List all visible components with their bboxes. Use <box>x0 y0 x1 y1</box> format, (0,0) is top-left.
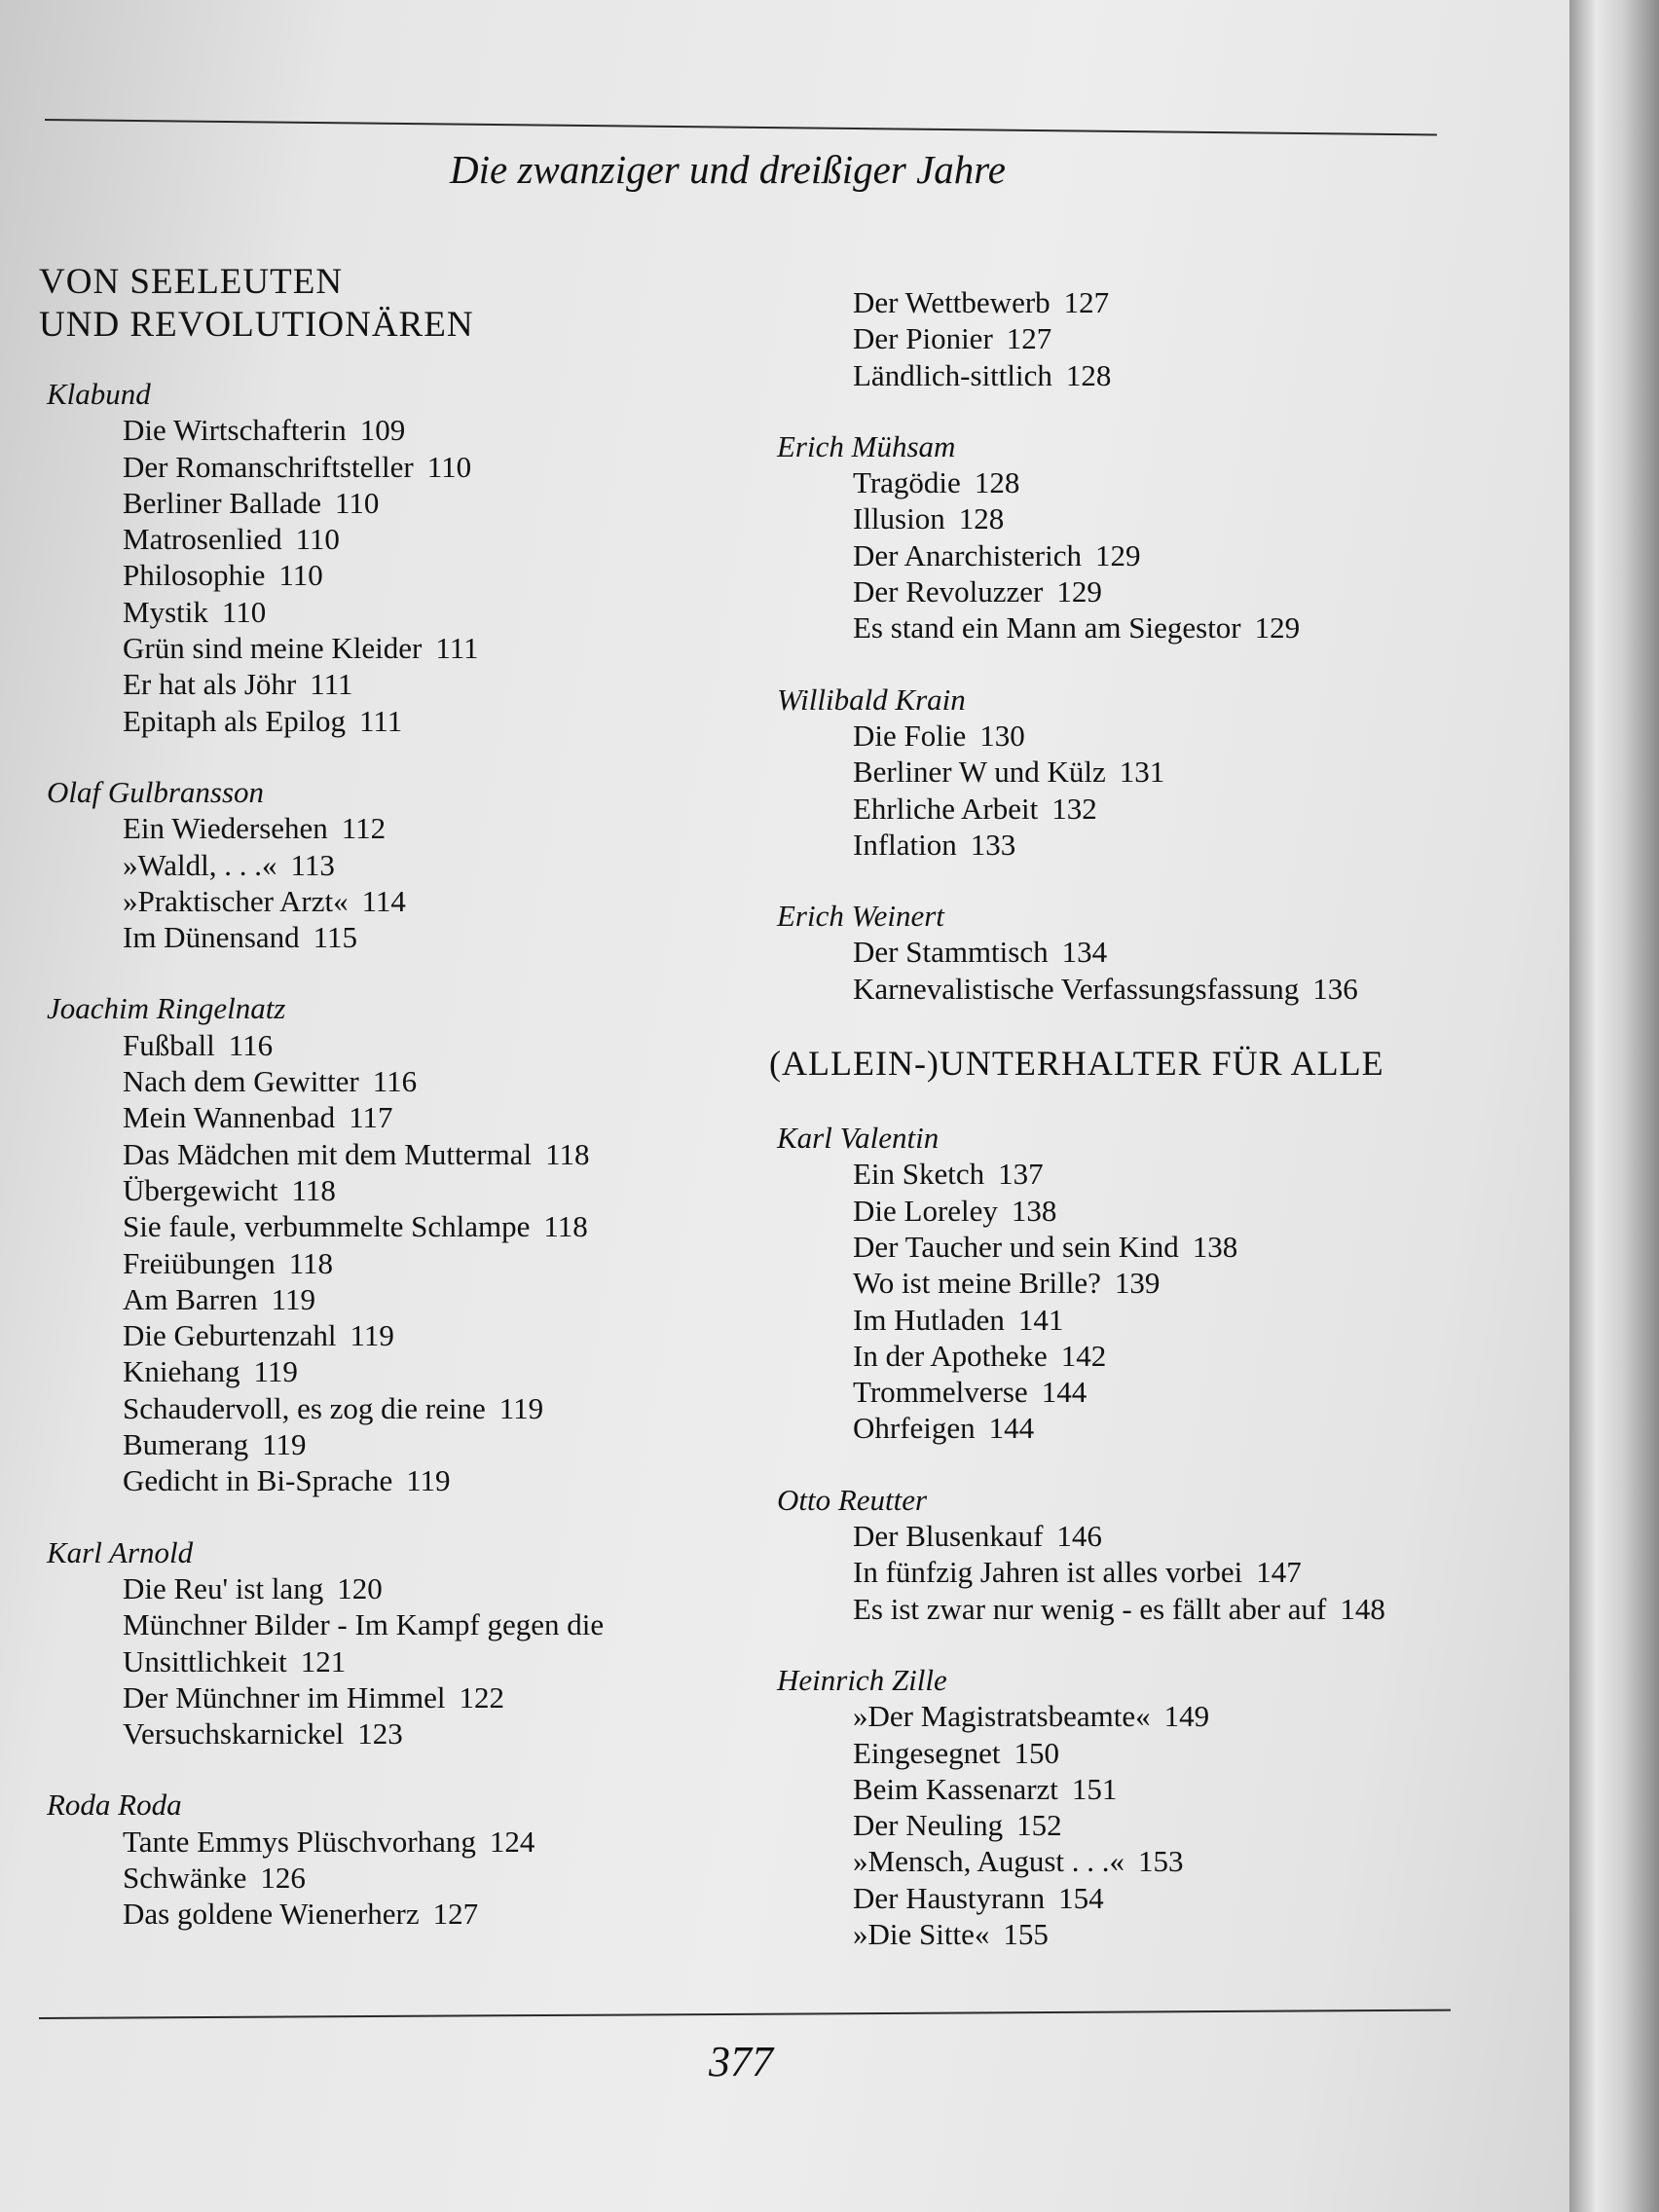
toc-entry <box>123 810 759 846</box>
toc-entry <box>853 1338 1470 1374</box>
entry-title: »Der Magistratsbeamte« <box>853 1699 1151 1734</box>
entry-title: Es stand ein Mann am Siegestor <box>853 610 1241 645</box>
entry-page-number: 154 <box>1058 1880 1104 1915</box>
toc-entry <box>853 357 1470 393</box>
author-section <box>39 774 759 955</box>
toc-entry <box>123 1353 759 1389</box>
entry-title: Mystik <box>123 594 208 629</box>
entry-title: Berliner W und Külz <box>853 755 1106 790</box>
entry-title: Kniehang <box>123 1354 240 1389</box>
author-name: Otto Reutter <box>777 1482 928 1517</box>
entry-page-number: 150 <box>1014 1735 1060 1770</box>
toc-entry <box>853 1880 1470 1916</box>
entry-page-number: 132 <box>1051 791 1097 826</box>
entry-title: Ein Wiedersehen <box>123 811 328 846</box>
toc-entry <box>853 1735 1470 1771</box>
entry-page-number: 127 <box>432 1897 479 1932</box>
book-edge <box>1569 0 1659 2212</box>
toc-entry <box>853 1916 1470 1952</box>
toc-entry <box>853 718 1470 754</box>
entry-title: Inflation <box>853 827 957 862</box>
toc-entry <box>123 883 759 919</box>
author-name: Klabund <box>47 377 151 411</box>
toc-entry <box>853 754 1470 790</box>
entry-page-number: 128 <box>974 465 1020 500</box>
entry-page-number: 117 <box>349 1100 393 1135</box>
entry-title: Übergewicht <box>123 1172 278 1207</box>
entry-page-number: 130 <box>979 718 1025 753</box>
entry-page-number: 155 <box>1003 1916 1049 1951</box>
entry-title: »Mensch, August . . .« <box>853 1844 1124 1879</box>
entry-title: Die Folie <box>853 718 967 753</box>
section-title: VON SEELEUTEN UND REVOLUTIONÄREN <box>39 262 474 345</box>
entry-page-number: 142 <box>1060 1338 1107 1373</box>
entry-page-number: 116 <box>228 1027 274 1062</box>
author-section <box>39 1534 759 1752</box>
entry-title: Der Haustyrann <box>853 1880 1046 1915</box>
entry-title: Der Neuling <box>853 1808 1004 1843</box>
toc-entry <box>123 919 759 955</box>
entry-title: Der Revoluzzer <box>853 574 1044 609</box>
toc-entry <box>853 1843 1470 1879</box>
entry-page-number: 138 <box>1192 1229 1238 1264</box>
entry-title: Das goldene Wienerherz <box>123 1897 420 1932</box>
bottom-rule <box>39 2009 1451 2019</box>
toc-entry <box>123 1172 759 1208</box>
entry-page-number: 124 <box>489 1824 535 1859</box>
toc-entry <box>123 485 759 521</box>
toc-entry <box>123 1390 759 1426</box>
toc-entry <box>123 1281 759 1317</box>
entry-title: »Praktischer Arzt« <box>123 883 349 918</box>
toc-entry <box>123 1426 759 1462</box>
entry-page-number: 122 <box>459 1679 504 1714</box>
entry-page-number: 134 <box>1061 935 1108 970</box>
toc-entry <box>123 1063 759 1099</box>
author-name: Olaf Gulbransson <box>47 774 265 809</box>
toc-entry <box>853 791 1470 827</box>
entry-title: Der Wettbewerb <box>853 285 1051 319</box>
entry-page-number: 147 <box>1256 1555 1302 1590</box>
toc-entry <box>853 1410 1470 1446</box>
entry-title: Beim Kassenarzt <box>853 1771 1058 1806</box>
entry-page-number: 119 <box>498 1390 544 1425</box>
entry-page-number: 111 <box>435 631 479 666</box>
entry-page-number: 127 <box>1063 285 1110 319</box>
entry-title: In der Apotheke <box>853 1338 1048 1373</box>
entry-page-number: 129 <box>1094 537 1141 572</box>
toc-entry <box>123 521 759 557</box>
author-section <box>39 990 759 1498</box>
toc-entry <box>853 609 1470 645</box>
entry-title: Im Dünensand <box>123 920 300 955</box>
entry-title: Nach dem Gewitter <box>123 1064 359 1099</box>
entry-title: Ein Sketch <box>853 1157 985 1192</box>
toc-entry <box>123 630 759 666</box>
entry-page-number: 119 <box>271 1281 315 1316</box>
toc-entry <box>853 284 1470 320</box>
toc-entry <box>853 537 1470 573</box>
right-column <box>769 284 1470 1987</box>
toc-entry <box>123 412 759 448</box>
entry-page-number: 114 <box>361 883 406 918</box>
entry-title: Eingesegnet <box>853 1735 1001 1770</box>
author-section <box>39 1787 759 1932</box>
entry-page-number: 137 <box>998 1157 1044 1192</box>
entry-title: Tragödie <box>853 465 961 500</box>
entry-page-number: 118 <box>291 1172 336 1207</box>
toc-entry <box>123 666 759 702</box>
entry-page-number: 149 <box>1163 1699 1210 1734</box>
entry-title: Ehrliche Arbeit <box>853 791 1039 826</box>
toc-entry <box>853 1554 1470 1590</box>
entry-title: Tante Emmys Plüschvorhang <box>123 1824 476 1859</box>
entry-page-number: 110 <box>278 558 323 593</box>
entry-title: Der Blusenkauf <box>853 1519 1044 1554</box>
entry-page-number: 128 <box>958 501 1005 536</box>
entry-page-number: 115 <box>313 920 358 955</box>
toc-entry <box>853 971 1470 1007</box>
entry-page-number: 113 <box>290 847 335 882</box>
entry-title: Berliner Ballade <box>123 485 321 520</box>
author-list <box>769 428 1470 1007</box>
toc-entry <box>123 1824 759 1860</box>
entry-title: Das Mädchen mit dem Muttermal <box>123 1136 533 1171</box>
author-section <box>769 682 1470 863</box>
toc-entry <box>853 1156 1470 1192</box>
toc-entry <box>853 1591 1470 1627</box>
entry-title: Schwänke <box>123 1860 247 1895</box>
entry-title: »Waldl, . . .« <box>123 847 277 882</box>
entry-page-number: 121 <box>300 1643 347 1678</box>
page-number: 377 <box>709 2038 773 2085</box>
entry-page-number: 144 <box>1041 1375 1088 1410</box>
entry-page-number: 148 <box>1340 1591 1385 1626</box>
entry-page-number: 119 <box>406 1463 451 1498</box>
entry-page-number: 118 <box>545 1136 590 1171</box>
toc-entry <box>853 1302 1470 1338</box>
entry-title: Unsittlichkeit <box>123 1643 287 1678</box>
entry-title: Wo ist meine Brille? <box>853 1266 1101 1301</box>
entry-page-number: 127 <box>1006 321 1052 356</box>
toc-entry <box>853 1807 1470 1843</box>
entry-title: Die Geburtenzahl <box>123 1318 337 1353</box>
entry-title: Fußball <box>123 1027 215 1062</box>
entry-title: Münchner Bilder - Im Kampf gegen die <box>123 1607 605 1642</box>
toc-entry <box>123 1570 759 1606</box>
entry-title: Der Anarchisterich <box>853 537 1082 572</box>
entry-title: Freiübungen <box>123 1245 276 1280</box>
entry-page-number: 136 <box>1312 971 1358 1006</box>
entry-title: Ländlich-sittlich <box>853 357 1052 392</box>
entry-page-number: 128 <box>1065 357 1112 392</box>
entry-page-number: 129 <box>1056 574 1102 609</box>
entry-page-number: 118 <box>288 1245 334 1280</box>
entry-title: Er hat als Jöhr <box>123 667 297 702</box>
toc-entry <box>853 934 1470 970</box>
author-section <box>769 1662 1470 1952</box>
toc-entry <box>853 1265 1470 1301</box>
toc-entry <box>123 1462 759 1498</box>
entry-title: Die Loreley <box>853 1193 998 1228</box>
entry-title: Grün sind meine Kleider <box>123 631 423 666</box>
entry-page-number: 153 <box>1138 1844 1184 1879</box>
toc-entry <box>853 827 1470 863</box>
entry-title: Am Barren <box>123 1281 258 1316</box>
toc-entry <box>123 703 759 739</box>
toc-entry <box>123 1099 759 1135</box>
author-name: Karl Valentin <box>777 1121 940 1156</box>
entry-page-number: 133 <box>970 827 1016 862</box>
toc-entry <box>123 1643 759 1679</box>
author-name: Heinrich Zille <box>777 1662 947 1697</box>
entry-page-number: 110 <box>295 522 340 557</box>
toc-entry <box>853 1193 1470 1229</box>
entry-title: Die Wirtschafterin <box>123 413 347 448</box>
entry-page-number: 111 <box>310 667 353 702</box>
toc-entry <box>853 1374 1470 1410</box>
entry-title: Die Reu' ist lang <box>123 1570 324 1605</box>
author-section <box>769 898 1470 1007</box>
toc-entry <box>123 847 759 883</box>
entry-title: Ohrfeigen <box>853 1411 976 1446</box>
entry-page-number: 138 <box>1011 1193 1057 1228</box>
top-rule <box>45 119 1437 135</box>
toc-entry <box>123 1136 759 1172</box>
author-name: Erich Mühsam <box>777 428 956 463</box>
author-list <box>769 1120 1470 1952</box>
author-name: Roda Roda <box>47 1788 182 1823</box>
entry-title: Der Pionier <box>853 321 993 356</box>
entry-page-number: 119 <box>262 1427 307 1462</box>
left-column <box>39 261 759 1968</box>
entry-page-number: 118 <box>543 1209 588 1244</box>
toc-entry <box>123 1860 759 1896</box>
toc-entry <box>123 1715 759 1751</box>
toc-entry <box>123 557 759 593</box>
toc-entry <box>853 500 1470 536</box>
entry-page-number: 151 <box>1071 1771 1118 1806</box>
toc-entry <box>123 1027 759 1063</box>
toc-entry <box>853 1698 1470 1734</box>
author-name: Erich Weinert <box>777 899 944 934</box>
entry-title: Matrosenlied <box>123 522 282 557</box>
entry-page-number: 119 <box>253 1354 298 1389</box>
toc-entry <box>853 320 1470 356</box>
entry-page-number: 129 <box>1254 610 1301 645</box>
toc-entry <box>123 1606 759 1642</box>
entry-title: Mein Wannenbad <box>123 1100 336 1135</box>
entry-title: »Die Sitte« <box>853 1916 990 1951</box>
entry-page-number: 110 <box>221 594 267 629</box>
entry-page-number: 146 <box>1056 1519 1102 1554</box>
entry-page-number: 109 <box>359 413 406 448</box>
continued-entries <box>769 284 1470 393</box>
entry-title: Im Hutladen <box>853 1302 1005 1337</box>
toc-entry <box>123 1245 759 1281</box>
toc-entry <box>123 1896 759 1932</box>
entry-page-number: 139 <box>1114 1266 1161 1301</box>
toc-entry <box>853 1771 1470 1807</box>
entry-title: Der Romanschriftsteller <box>123 449 414 484</box>
toc-entry <box>123 449 759 485</box>
entry-title: Der Taucher und sein Kind <box>853 1229 1179 1264</box>
toc-entry <box>853 464 1470 500</box>
entry-page-number: 131 <box>1119 755 1165 790</box>
entry-page-number: 126 <box>260 1860 306 1895</box>
entry-page-number: 110 <box>335 485 380 520</box>
entry-page-number: 141 <box>1017 1302 1064 1337</box>
entry-title: Der Stammtisch <box>853 935 1049 970</box>
entry-title: Gedicht in Bi-Sprache <box>123 1463 393 1498</box>
toc-entry <box>123 1679 759 1715</box>
entry-page-number: 123 <box>357 1716 403 1751</box>
toc-entry <box>853 1229 1470 1265</box>
author-section <box>769 1482 1470 1627</box>
entry-page-number: 120 <box>337 1570 383 1605</box>
entry-title: Karnevalistische Verfassungsfassung <box>853 971 1300 1006</box>
entry-title: Schaudervoll, es zog die reine <box>123 1390 486 1425</box>
page-heading: Die zwanziger und dreißiger Jahre <box>450 147 1006 192</box>
entry-page-number: 111 <box>359 703 403 738</box>
entry-page-number: 152 <box>1016 1808 1062 1843</box>
author-section <box>769 1120 1470 1447</box>
entry-page-number: 112 <box>341 811 387 846</box>
author-section <box>769 428 1470 646</box>
entry-title: Der Münchner im Himmel <box>123 1679 446 1714</box>
entry-title: Bumerang <box>123 1427 249 1462</box>
entry-page-number: 116 <box>372 1064 418 1099</box>
entry-title: Versuchskarnickel <box>123 1716 345 1751</box>
entry-title: Trommelverse <box>853 1375 1028 1410</box>
author-section <box>39 376 759 739</box>
entry-page-number: 119 <box>350 1318 394 1353</box>
toc-entry <box>123 1208 759 1244</box>
entry-title: Es ist zwar nur wenig - es fällt aber auf <box>853 1591 1327 1626</box>
author-list <box>39 376 759 1933</box>
author-name: Willibald Krain <box>777 682 966 717</box>
entry-page-number: 110 <box>426 449 472 484</box>
entry-title: Epitaph als Epilog <box>123 703 347 738</box>
entry-title: Philosophie <box>123 558 266 593</box>
entry-title: Illusion <box>853 501 945 536</box>
toc-entry <box>123 1317 759 1353</box>
entry-title: Sie faule, verbummelte Schlampe <box>123 1209 531 1244</box>
entry-title: In fünfzig Jahren ist alles vorbei <box>853 1555 1243 1590</box>
toc-entry <box>853 573 1470 609</box>
author-name: Karl Arnold <box>47 1534 194 1569</box>
author-name: Joachim Ringelnatz <box>47 991 286 1026</box>
toc-entry <box>123 594 759 630</box>
toc-entry <box>853 1518 1470 1554</box>
entry-page-number: 144 <box>988 1411 1035 1446</box>
section-title: (ALLEIN-)UNTERHALTER FÜR ALLE <box>769 1044 1384 1084</box>
